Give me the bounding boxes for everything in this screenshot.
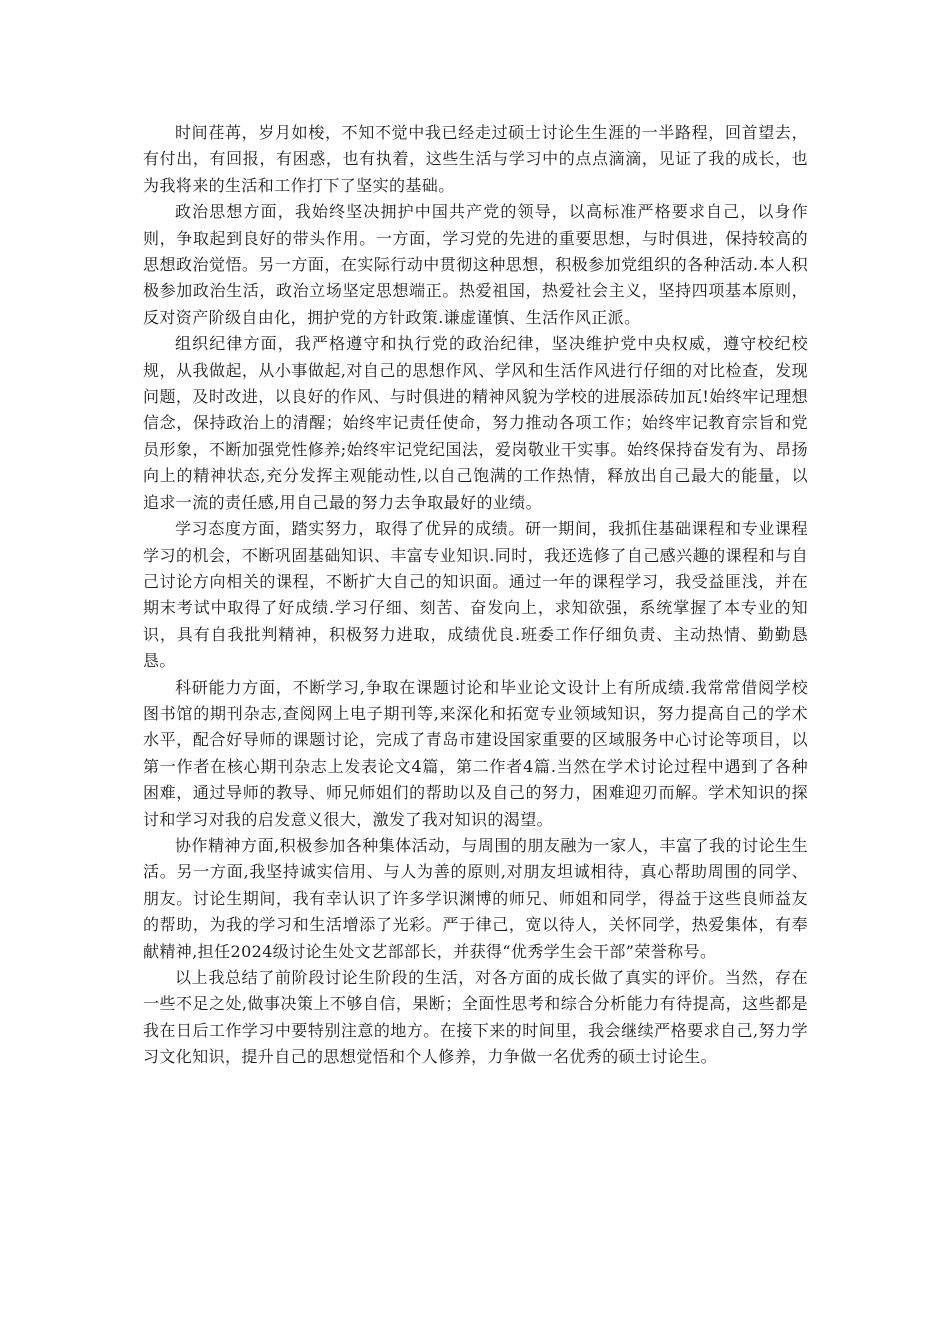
paragraph-political-thought: 政治思想方面，我始终坚决拥护中国共产党的领导，以高标准严格要求自己，以身作则，争取起到良好的带头作用。一方面，学习党的先进的重要思想，与时俱进，保持较高的思想政治觉悟。另一方面，在实际行动中贯彻这种思想，积极参加党组织的各种活动.本人积极参加政治生活，政治立场坚定思想端正。热爱祖国，热爱社会主义，坚持四项基本原则，反对资产阶级自由化，拥护党的方针政策.谦虚谨慎、生活作风正派。 [143, 202, 808, 327]
paragraph-research-ability: 科研能力方面，不断学习,争取在课题讨论和毕业论文设计上有所成绩.我常常借阅学校图书馆的期刊杂志,查阅网上电子期刊等,来深化和拓宽专业领域知识，努力提高自己的学术水平，配合好导师的课题讨论，完成了青岛市建设国家重要的区域服务中心讨论等项目，以第一作者在核心期刊杂志上发表论文4篇，第二作者4篇.当然在学术讨论过程中遇到了各种困难，通过导师的教导、师兄师姐们的帮助以及自己的努力，困难迎刃而解。学术知识的探讨和学习对我的启发意义很大，激发了我对知识的渴望。 [143, 677, 808, 829]
paragraph-teamwork: 协作精神方面,积极参加各种集体活动，与周围的朋友融为一家人，丰富了我的讨论生生活。另一方面,我坚持诚实信用、与人为善的原则,对朋友坦诚相待，真心帮助周围的同学、朋友。讨论生期间，我有幸认识了许多学识渊博的师兄、师姐和同学，得益于这些良师益友的帮助，为我的学习和生活增添了光彩。严于律己，宽以待人，关怀同学，热爱集体，有奉献精神,担任2024级讨论生处文艺部部长，并获得“优秀学生会干部”荣誉称号。 [143, 835, 808, 961]
paragraph-conclusion: 以上我总结了前阶段讨论生阶段的生活，对各方面的成长做了真实的评价。当然，存在一些不足之处,做事决策上不够自信，果断；全面性思考和综合分析能力有待提高，这些都是我在日后工作学习中要特别注意的地方。在接下来的时间里，我会继续严格要求自己,努力学习文化知识，提升自己的思想觉悟和个人修养，力争做一名优秀的硕士讨论生。 [143, 968, 808, 1067]
paragraph-study-attitude: 学习态度方面，踏实努力，取得了优异的成绩。研一期间，我抓住基础课程和专业课程学习的机会，不断巩固基础知识、丰富专业知识.同时，我还选修了自己感兴趣的课程和与自己讨论方向相关的课程，不断扩大自己的知识面。通过一年的课程学习，我受益匪浅，并在期末考试中取得了好成绩.学习仔细、刻苦、奋发向上，求知欲强，系统掌握了本专业的知识，具有自我批判精神，积极努力进取，成绩优良.班委工作仔细负责、主动热情、勤勤恳恳。 [143, 519, 808, 671]
document-body [143, 120, 808, 1071]
paragraph-intro: 时间荏苒，岁月如梭，不知不觉中我已经走过硕士讨论生生涯的一半路程，回首望去，有付出，有回报，有困惑，也有执着，这些生活与学习中的点点滴滴，见证了我的成长，也为我将来的生活和工作打下了坚实的基础。 [143, 123, 808, 195]
paragraph-discipline: 组织纪律方面，我严格遵守和执行党的政治纪律，坚决维护党中央权威，遵守校纪校规，从我做起，从小事做起,对自己的思想作风、学风和生活作风进行仔细的对比检查，发现问题，及时改进，以良好的作风、与时俱进的精神风貌为学校的进展添砖加瓦!始终牢记理想信念，保持政治上的清醒；始终牢记责任使命，努力推动各项工作；始终牢记教育宗旨和党员形象，不断加强党性修养;始终牢记党纪国法，爱岗敬业干实事。始终保持奋发有为、昂扬向上的精神状态,充分发挥主观能动性,以自己饱满的工作热情，释放出自己最大的能量，以追求一流的责任感,用自己最的努力去争取最好的业绩。 [143, 334, 808, 512]
